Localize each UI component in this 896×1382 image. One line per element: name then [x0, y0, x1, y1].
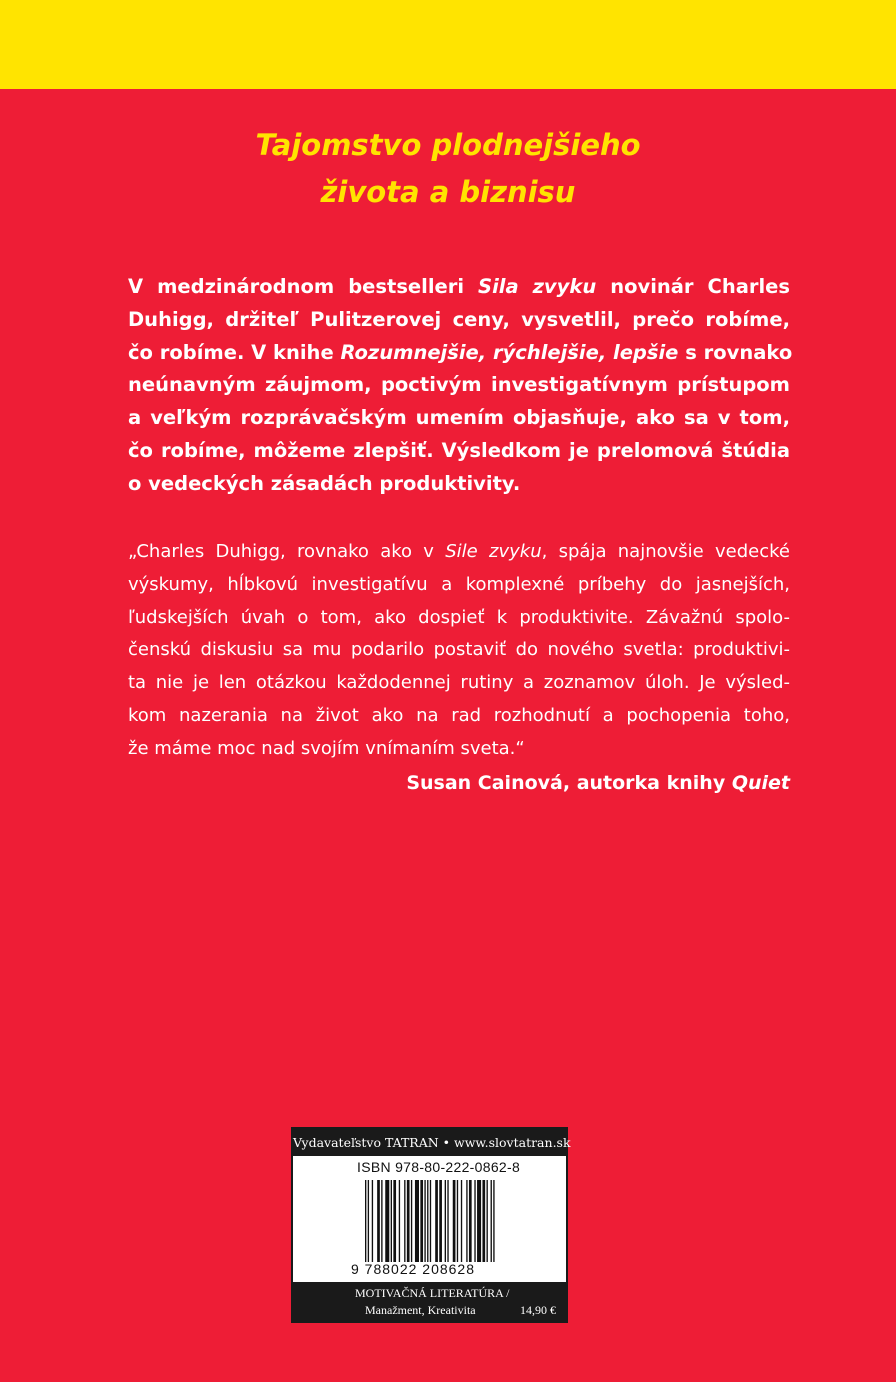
quote-text: „Charles Duhigg, rovnako ako v: [128, 541, 446, 562]
attribution-book-title: Quiet: [731, 772, 790, 794]
blurb-paragraph: [128, 271, 793, 501]
quote-line: kom nazerania na život ako na rad rozhodnutí a pochopenia toho,: [128, 704, 790, 726]
genre-line-2: Manažment, Kreativita: [365, 1303, 476, 1317]
blurb-line: Duhigg, držiteľ Pulitzerovej ceny, vysvetlil, prečo robíme,: [128, 307, 790, 331]
price-label: 14,90 €: [520, 1303, 556, 1317]
blurb-text: novinár Charles: [596, 275, 790, 298]
blurb-title-sila-zvyku: Sila zvyku: [478, 275, 597, 298]
barcode-digits: 9 788022 208628: [351, 1261, 475, 1277]
blurb-line: [128, 337, 793, 370]
blurb-text: s rovnako: [678, 340, 793, 364]
barcode-panel: [291, 1127, 571, 1323]
quote-text: , spája najnovšie vedecké: [541, 541, 790, 562]
blurb-text: V medzinárodnom bestselleri: [128, 275, 479, 298]
tagline: [0, 122, 896, 216]
blurb-line: [128, 271, 790, 304]
review-quote: [128, 536, 790, 766]
quote-line: že máme moc nad svojím vnímaním sveta.“: [128, 737, 525, 759]
top-yellow-band: [0, 0, 896, 89]
quote-line: čenskú diskusiu sa mu podarilo postaviť do nového svetla: produktivi-: [128, 639, 790, 661]
barcode-icon: [365, 1180, 539, 1262]
blurb-line: a veľkým rozprávačským umením objasňuje, ako sa v tom,: [128, 406, 790, 430]
barcode-footer: [293, 1282, 566, 1321]
blurb-line: čo robíme, môžeme zlepšiť. Výsledkom je prelomová štúdia: [128, 438, 790, 462]
blurb-line: neúnavným záujmom, poctivým investigatívnym prístupom: [128, 373, 790, 397]
blurb-text: čo robíme. V knihe: [128, 340, 341, 364]
blurb-line: o vedeckých zásadách produktivity.: [128, 471, 521, 495]
isbn-label: ISBN 978-80-222-0862-8: [357, 1159, 521, 1175]
attribution-author: Susan Cainová, autorka knihy: [406, 772, 732, 794]
genre-line-1: MOTIVAČNÁ LITERATÚRA /: [355, 1286, 510, 1300]
quote-line: [128, 536, 790, 569]
quote-title-sile-zvyku: Sile zvyku: [445, 541, 542, 562]
publisher-line: Vydavateľstvo TATRAN • www.slovtatran.sk: [293, 1129, 566, 1156]
tagline-line-2: života a biznisu: [320, 175, 576, 209]
quote-attribution: [128, 767, 790, 799]
tagline-line-1: Tajomstvo plodnejšieho: [255, 128, 641, 162]
quote-line: ľudskejších úvah o tom, ako dospieť k produktivite. Závažnú spolo-: [128, 606, 790, 628]
blurb-book-title: Rozumnejšie, rýchlejšie, lepšie: [340, 340, 679, 364]
quote-line: ta nie je len otázkou každodennej rutiny a zoznamov úloh. Je výsled-: [128, 672, 790, 694]
quote-line: výskumy, hĺbkovú investigatívu a komplexné príbehy do jasnejších,: [128, 573, 790, 595]
